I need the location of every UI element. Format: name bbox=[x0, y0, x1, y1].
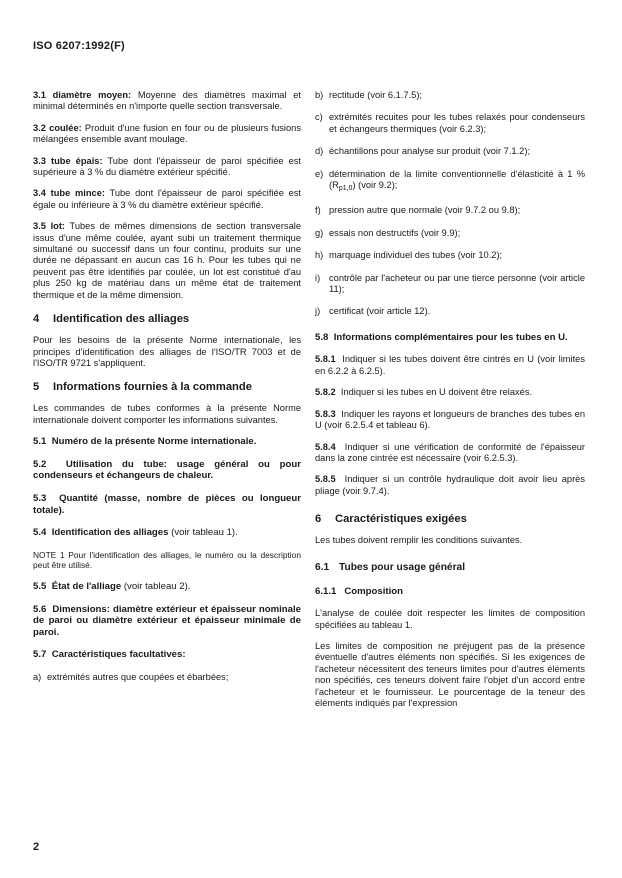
definition-3-2: 3.2 coulée: Produit d'une fusion en four ou de plusieurs fusions mélangées ensemble avant moulage. bbox=[33, 122, 301, 145]
note: NOTE 1 Pour l'identification des alliages, le numéro ou la description peut être utilisé. bbox=[33, 549, 301, 570]
definition-3-1: 3.1 diamètre moyen: Moyenne des diamètres maximal et minimal déterminés en n'importe quelle section transversale. bbox=[33, 90, 301, 112]
page-number: 2 bbox=[33, 841, 40, 853]
section-5-8-heading: 5.8 Informations complémentaires pour les tubes en U. bbox=[315, 331, 568, 343]
section-6-text: Les tubes doivent remplir les conditions suivantes. bbox=[315, 535, 523, 546]
section-6-heading: 6 Caractéristiques exigées bbox=[315, 513, 467, 526]
section-5-7-heading: 5.7 Caractéristiques facultatives: bbox=[33, 649, 186, 661]
paragraph: Pour les besoins de la présente Norme internationale, les principes d'identification des alliages de l'ISO/TR 7003 et de l'ISO/TR 9721 s'appliquent. bbox=[33, 335, 301, 368]
subsection-5-8-5: 5.8.5 Indiquer si un contrôle hydraulique doit avoir lieu après pliage (voir 9.7.4). bbox=[315, 474, 586, 496]
section-5-4-heading: 5.4 Identification des alliages (voir tableau 1). bbox=[33, 527, 238, 539]
subsection-5-8-1: 5.8.1 Indiquer si les tubes doivent être cintrés en U (voir limites en 6.2.2 à 6.2.5). bbox=[315, 354, 586, 376]
right-column bbox=[315, 90, 585, 719]
section-5-1-heading: 5.1 Numéro de la présente Norme internationale. bbox=[33, 436, 257, 448]
section-5-6-heading: 5.6 Dimensions: diamètre extérieur et épaisseur nominale de paroi ou diamètre extérieur et épaisseur minimale de paroi. bbox=[33, 603, 301, 638]
subsection-5-8-2: 5.8.2 Indiquer si les tubes en U doivent être relaxés. bbox=[315, 387, 533, 398]
definition-3-4: 3.4 tube mince: Tube dont l'épaisseur de paroi spécifiée est égale ou inférieure à 3 % du diamètre extérieur spécifié. bbox=[33, 188, 301, 210]
list-item: j) certificat (voir article 12). bbox=[315, 306, 431, 317]
left-column bbox=[33, 90, 301, 694]
section-5-5-heading: 5.5 État de l'alliage (voir tableau 2). bbox=[33, 581, 191, 593]
subsection-5-8-3: 5.8.3 Indiquer les rayons et longueurs de branches des tubes en U (voir 6.2.5.4 et tableau 6). bbox=[315, 408, 585, 431]
definition-3-3: 3.3 tube épais: Tube dont l'épaisseur de paroi spécifiée est supérieure à 3 % du diamètre extérieur spécifié. bbox=[33, 155, 301, 178]
section-6-1-1-para-2: Les limites de composition ne préjugent pas de la présence éventuelle d'autres éléments non spécifiés. Si les exigences de l'acheteur nécessitent des teneurs limites pour d'autres éléments non spécifiés, ces teneurs doivent faire l'objet d'un accord entre l'acheteur et le fournisseur. Le pourcentage de la teneur des éléments indiqués par l'expression bbox=[315, 640, 585, 708]
section-5-2-heading: 5.2 Utilisation du tube: usage général ou pour condenseurs et échangeurs de chaleur. bbox=[33, 458, 301, 482]
section-6-1-1-heading: 6.1.1 Composition bbox=[315, 585, 403, 597]
list-item: f) pression autre que normale (voir 9.7.2 ou 9.8); bbox=[315, 205, 521, 216]
page-header: ISO 6207:1992(F) bbox=[33, 40, 125, 52]
section-6-1-1-para-1: L'analyse de coulée doit respecter les limites de composition spécifiées au tableau 1. bbox=[315, 608, 585, 630]
list-item: a) extrémités autres que coupées et ébarbées; bbox=[33, 672, 229, 683]
list-item: b) rectitude (voir 6.1.7.5); bbox=[315, 90, 423, 100]
list-item: c) extrémités recuites pour les tubes relaxés pour condenseurs et échangeurs thermiques (voir 6.2.3); bbox=[315, 112, 585, 134]
subsection-5-8-4: 5.8.4 Indiquer si une vérification de conformité de l'épaisseur dans la zone cintrée est nécessaire (voir 6.2.5.3). bbox=[315, 441, 586, 463]
list-item: h) marquage individuel des tubes (voir 10.2); bbox=[315, 250, 503, 261]
list-item: i) contrôle par l'acheteur ou par une tierce personne (voir article 11); bbox=[315, 272, 585, 295]
paragraph: Les commandes de tubes conformes à la présente Norme internationale doivent comporter les informations suivantes. bbox=[33, 403, 301, 425]
list-item: e) détermination de la limite conventionnelle d'élasticité à 1 % $(R_{p1,0})$ (voir 9.2); bbox=[315, 168, 585, 193]
section-5-3-heading: 5.3 Quantité (masse, nombre de pièces ou longueur totale). bbox=[33, 492, 301, 516]
section-5-heading: 5 Informations fournies à la commande bbox=[33, 381, 252, 394]
list-item: g) essais non destructifs (voir 9.9); bbox=[315, 227, 461, 238]
definition-3-5: 3.5 lot: Tubes de mêmes dimensions de section transversale issus d'une même coulée, ayant subi un traitement thermique simultané ou successif dans un four continu, produits sur une durée ne dépassant en aucun cas 16 h. Pour les tubes qui ne peuvent pas être identifiés par coulée, un lot est constitué d'au plus 250 kg de matériau dans un même état de traitement thermique et de la même dimension. bbox=[33, 221, 301, 300]
section-4-heading: 4 Identification des alliages bbox=[33, 313, 190, 326]
list-item: d) échantillons pour analyse sur produit (voir 7.1.2); bbox=[315, 146, 531, 157]
section-6-1-heading: 6.1 Tubes pour usage général bbox=[315, 561, 466, 573]
